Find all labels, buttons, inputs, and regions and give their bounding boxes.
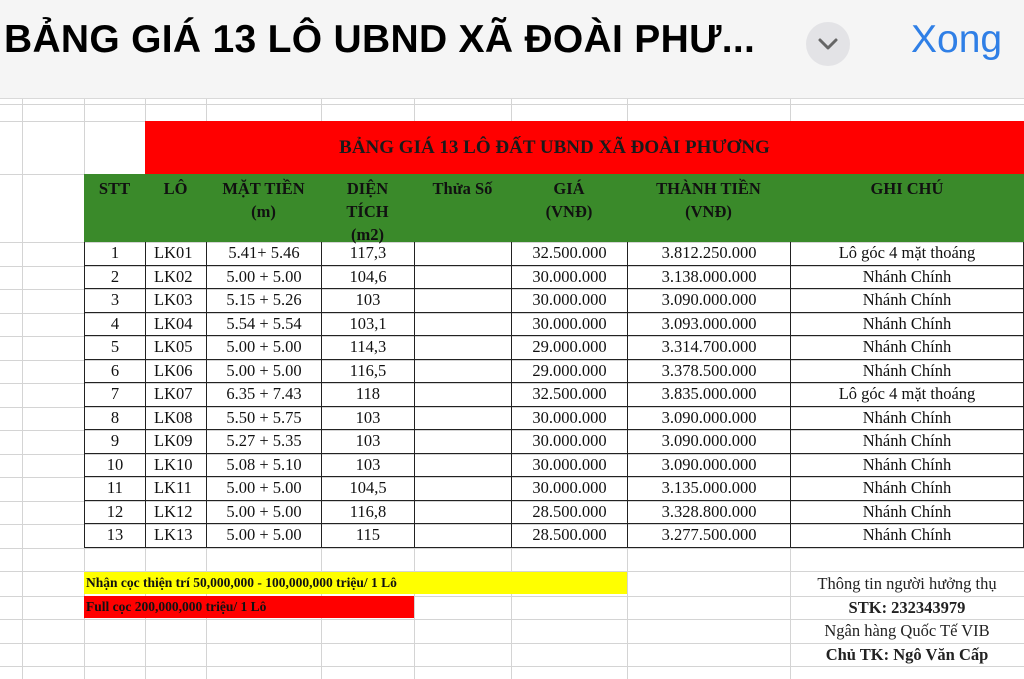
lo-cell[interactable]: LK12 [145, 501, 206, 525]
table-title: BẢNG GIÁ 13 LÔ ĐẤT UBND XÃ ĐOÀI PHƯƠNG [339, 136, 770, 158]
gia-cell[interactable]: 30.000.000 [511, 407, 627, 431]
thanh-tien-cell[interactable]: 3.135.000.000 [627, 477, 790, 501]
gia-cell[interactable]: 30.000.000 [511, 289, 627, 313]
mat-tien-cell[interactable]: 5.50 + 5.75 [206, 407, 321, 431]
chevron-down-icon [817, 37, 839, 51]
ghi-chu-cell[interactable]: Nhánh Chính [790, 336, 1024, 360]
thanh-tien-cell[interactable]: 3.090.000.000 [627, 454, 790, 478]
mat-tien-cell[interactable]: 5.00 + 5.00 [206, 524, 321, 548]
thanh-tien-cell[interactable]: 3.328.800.000 [627, 501, 790, 525]
lo-cell[interactable]: LK04 [145, 313, 206, 337]
dien-tich-cell[interactable]: 103 [321, 430, 414, 454]
account-number: STK: 232343979 [848, 598, 966, 617]
dien-tich-cell[interactable]: 115 [321, 524, 414, 548]
stt-cell[interactable]: 5 [84, 336, 145, 360]
mat-tien-cell[interactable]: 6.35 + 7.43 [206, 383, 321, 407]
stt-cell[interactable]: 9 [84, 430, 145, 454]
lo-cell[interactable]: LK01 [145, 242, 206, 266]
thua-so-cell[interactable] [414, 501, 511, 525]
dien-tich-cell[interactable]: 118 [321, 383, 414, 407]
dien-tich-cell[interactable]: 114,3 [321, 336, 414, 360]
thua-so-cell[interactable] [414, 430, 511, 454]
mat-tien-cell[interactable]: 5.00 + 5.00 [206, 266, 321, 290]
gia-cell[interactable]: 28.500.000 [511, 524, 627, 548]
mat-tien-cell[interactable]: 5.41+ 5.46 [206, 242, 321, 266]
lo-cell[interactable]: LK07 [145, 383, 206, 407]
dien-tich-cell[interactable]: 104,5 [321, 477, 414, 501]
grid-row-line [0, 643, 1024, 644]
dien-tich-cell[interactable]: 103,1 [321, 313, 414, 337]
thanh-tien-cell[interactable]: 3.277.500.000 [627, 524, 790, 548]
mat-tien-cell[interactable]: 5.54 + 5.54 [206, 313, 321, 337]
lo-cell[interactable]: LK05 [145, 336, 206, 360]
mat-tien-cell[interactable]: 5.00 + 5.00 [206, 501, 321, 525]
mat-tien-cell[interactable]: 5.00 + 5.00 [206, 360, 321, 384]
thua-so-cell[interactable] [414, 454, 511, 478]
stt-cell[interactable]: 10 [84, 454, 145, 478]
title-menu-button[interactable] [806, 22, 850, 66]
lo-cell[interactable]: LK08 [145, 407, 206, 431]
ghi-chu-cell[interactable]: Nhánh Chính [790, 407, 1024, 431]
thanh-tien-cell[interactable]: 3.090.000.000 [627, 430, 790, 454]
thua-so-cell[interactable] [414, 477, 511, 501]
header-thua-so: Thửa Số [432, 179, 493, 198]
thua-so-cell[interactable] [414, 524, 511, 548]
grid-row-line [0, 104, 1024, 105]
thanh-tien-cell[interactable]: 3.378.500.000 [627, 360, 790, 384]
thua-so-cell[interactable] [414, 242, 511, 266]
gia-cell[interactable]: 30.000.000 [511, 313, 627, 337]
thua-so-cell[interactable] [414, 407, 511, 431]
thanh-tien-cell[interactable]: 3.812.250.000 [627, 242, 790, 266]
header-mat-tien: MẶT TIỀN (m) [222, 179, 305, 221]
lo-cell[interactable]: LK10 [145, 454, 206, 478]
mat-tien-cell[interactable]: 5.08 + 5.10 [206, 454, 321, 478]
thua-so-cell[interactable] [414, 289, 511, 313]
deposit-note: Nhận cọc thiện trí 50,000,000 - 100,000,000 triệu/ 1 Lô [84, 572, 627, 594]
header-ghi-chu: GHI CHÚ [870, 179, 944, 198]
ghi-chu-cell[interactable]: Nhánh Chính [790, 501, 1024, 525]
gia-cell[interactable]: 30.000.000 [511, 430, 627, 454]
stt-cell[interactable]: 4 [84, 313, 145, 337]
stt-cell[interactable]: 13 [84, 524, 145, 548]
ghi-chu-cell[interactable]: Lô góc 4 mặt thoáng [790, 242, 1024, 266]
gia-cell[interactable]: 30.000.000 [511, 266, 627, 290]
lo-cell[interactable]: LK13 [145, 524, 206, 548]
thanh-tien-cell[interactable]: 3.090.000.000 [627, 289, 790, 313]
thua-so-cell[interactable] [414, 383, 511, 407]
grid-row-line [0, 666, 1024, 667]
dien-tich-cell[interactable]: 104,6 [321, 266, 414, 290]
stt-cell[interactable]: 1 [84, 242, 145, 266]
bank-name: Ngân hàng Quốc Tế VIB [824, 621, 990, 640]
grid-row-line [0, 619, 1024, 620]
gia-cell[interactable]: 29.000.000 [511, 336, 627, 360]
dien-tich-cell[interactable]: 103 [321, 407, 414, 431]
done-button[interactable]: Xong [911, 18, 1003, 61]
lo-cell[interactable]: LK11 [145, 477, 206, 501]
thanh-tien-cell[interactable]: 3.090.000.000 [627, 407, 790, 431]
gia-cell[interactable]: 29.000.000 [511, 360, 627, 384]
header-stt: STT [98, 179, 131, 198]
full-deposit-note: Full cọc 200,000,000 triệu/ 1 Lô [84, 596, 414, 618]
lo-cell[interactable]: LK09 [145, 430, 206, 454]
mat-tien-cell[interactable]: 5.27 + 5.35 [206, 430, 321, 454]
dien-tich-cell[interactable]: 116,5 [321, 360, 414, 384]
grid-row-line [0, 548, 1024, 549]
lo-cell[interactable]: LK06 [145, 360, 206, 384]
spreadsheet-view[interactable] [0, 99, 1024, 679]
ghi-chu-cell[interactable]: Nhánh Chính [790, 454, 1024, 478]
stt-cell[interactable]: 2 [84, 266, 145, 290]
header-lo: LÔ [163, 179, 188, 198]
lo-cell[interactable]: LK03 [145, 289, 206, 313]
dien-tich-cell[interactable]: 117,3 [321, 242, 414, 266]
ghi-chu-cell[interactable]: Nhánh Chính [790, 360, 1024, 384]
gia-cell[interactable]: 30.000.000 [511, 477, 627, 501]
lo-cell[interactable]: LK02 [145, 266, 206, 290]
header-dien-tich: DIỆN TÍCH (m2) [346, 179, 389, 244]
dien-tich-cell[interactable]: 103 [321, 289, 414, 313]
stt-cell[interactable]: 7 [84, 383, 145, 407]
thanh-tien-cell[interactable]: 3.835.000.000 [627, 383, 790, 407]
ghi-chu-cell[interactable]: Nhánh Chính [790, 524, 1024, 548]
ghi-chu-cell[interactable]: Nhánh Chính [790, 313, 1024, 337]
thua-so-cell[interactable] [414, 336, 511, 360]
stt-cell[interactable]: 6 [84, 360, 145, 384]
grid-column-line [22, 99, 23, 679]
beneficiary-heading: Thông tin người hưởng thụ [817, 574, 997, 593]
thanh-tien-cell[interactable]: 3.314.700.000 [627, 336, 790, 360]
gia-cell[interactable]: 28.500.000 [511, 501, 627, 525]
thua-so-cell[interactable] [414, 266, 511, 290]
mat-tien-cell[interactable]: 5.00 + 5.00 [206, 336, 321, 360]
ghi-chu-cell[interactable]: Nhánh Chính [790, 477, 1024, 501]
top-toolbar [0, 0, 1024, 99]
document-title: BẢNG GIÁ 13 LÔ UBND XÃ ĐOÀI PHƯ... [4, 18, 756, 61]
header-thanh-tien: THÀNH TIỀN (VNĐ) [656, 179, 761, 221]
ghi-chu-cell[interactable]: Lô góc 4 mặt thoáng [790, 383, 1024, 407]
mat-tien-cell[interactable]: 5.00 + 5.00 [206, 477, 321, 501]
gia-cell[interactable]: 30.000.000 [511, 454, 627, 478]
account-holder: Chủ TK: Ngô Văn Cấp [825, 645, 989, 664]
ghi-chu-cell[interactable]: Nhánh Chính [790, 289, 1024, 313]
stt-cell[interactable]: 8 [84, 407, 145, 431]
gia-cell[interactable]: 32.500.000 [511, 383, 627, 407]
stt-cell[interactable]: 12 [84, 501, 145, 525]
thanh-tien-cell[interactable]: 3.093.000.000 [627, 313, 790, 337]
ghi-chu-cell[interactable]: Nhánh Chính [790, 430, 1024, 454]
dien-tich-cell[interactable]: 116,8 [321, 501, 414, 525]
thua-so-cell[interactable] [414, 360, 511, 384]
thanh-tien-cell[interactable]: 3.138.000.000 [627, 266, 790, 290]
gia-cell[interactable]: 32.500.000 [511, 242, 627, 266]
header-gia: GIÁ (VNĐ) [545, 179, 593, 221]
stt-cell[interactable]: 3 [84, 289, 145, 313]
ghi-chu-cell[interactable]: Nhánh Chính [790, 266, 1024, 290]
thua-so-cell[interactable] [414, 313, 511, 337]
mat-tien-cell[interactable]: 5.15 + 5.26 [206, 289, 321, 313]
stt-cell[interactable]: 11 [84, 477, 145, 501]
table-title-banner [145, 121, 1024, 174]
dien-tich-cell[interactable]: 103 [321, 454, 414, 478]
